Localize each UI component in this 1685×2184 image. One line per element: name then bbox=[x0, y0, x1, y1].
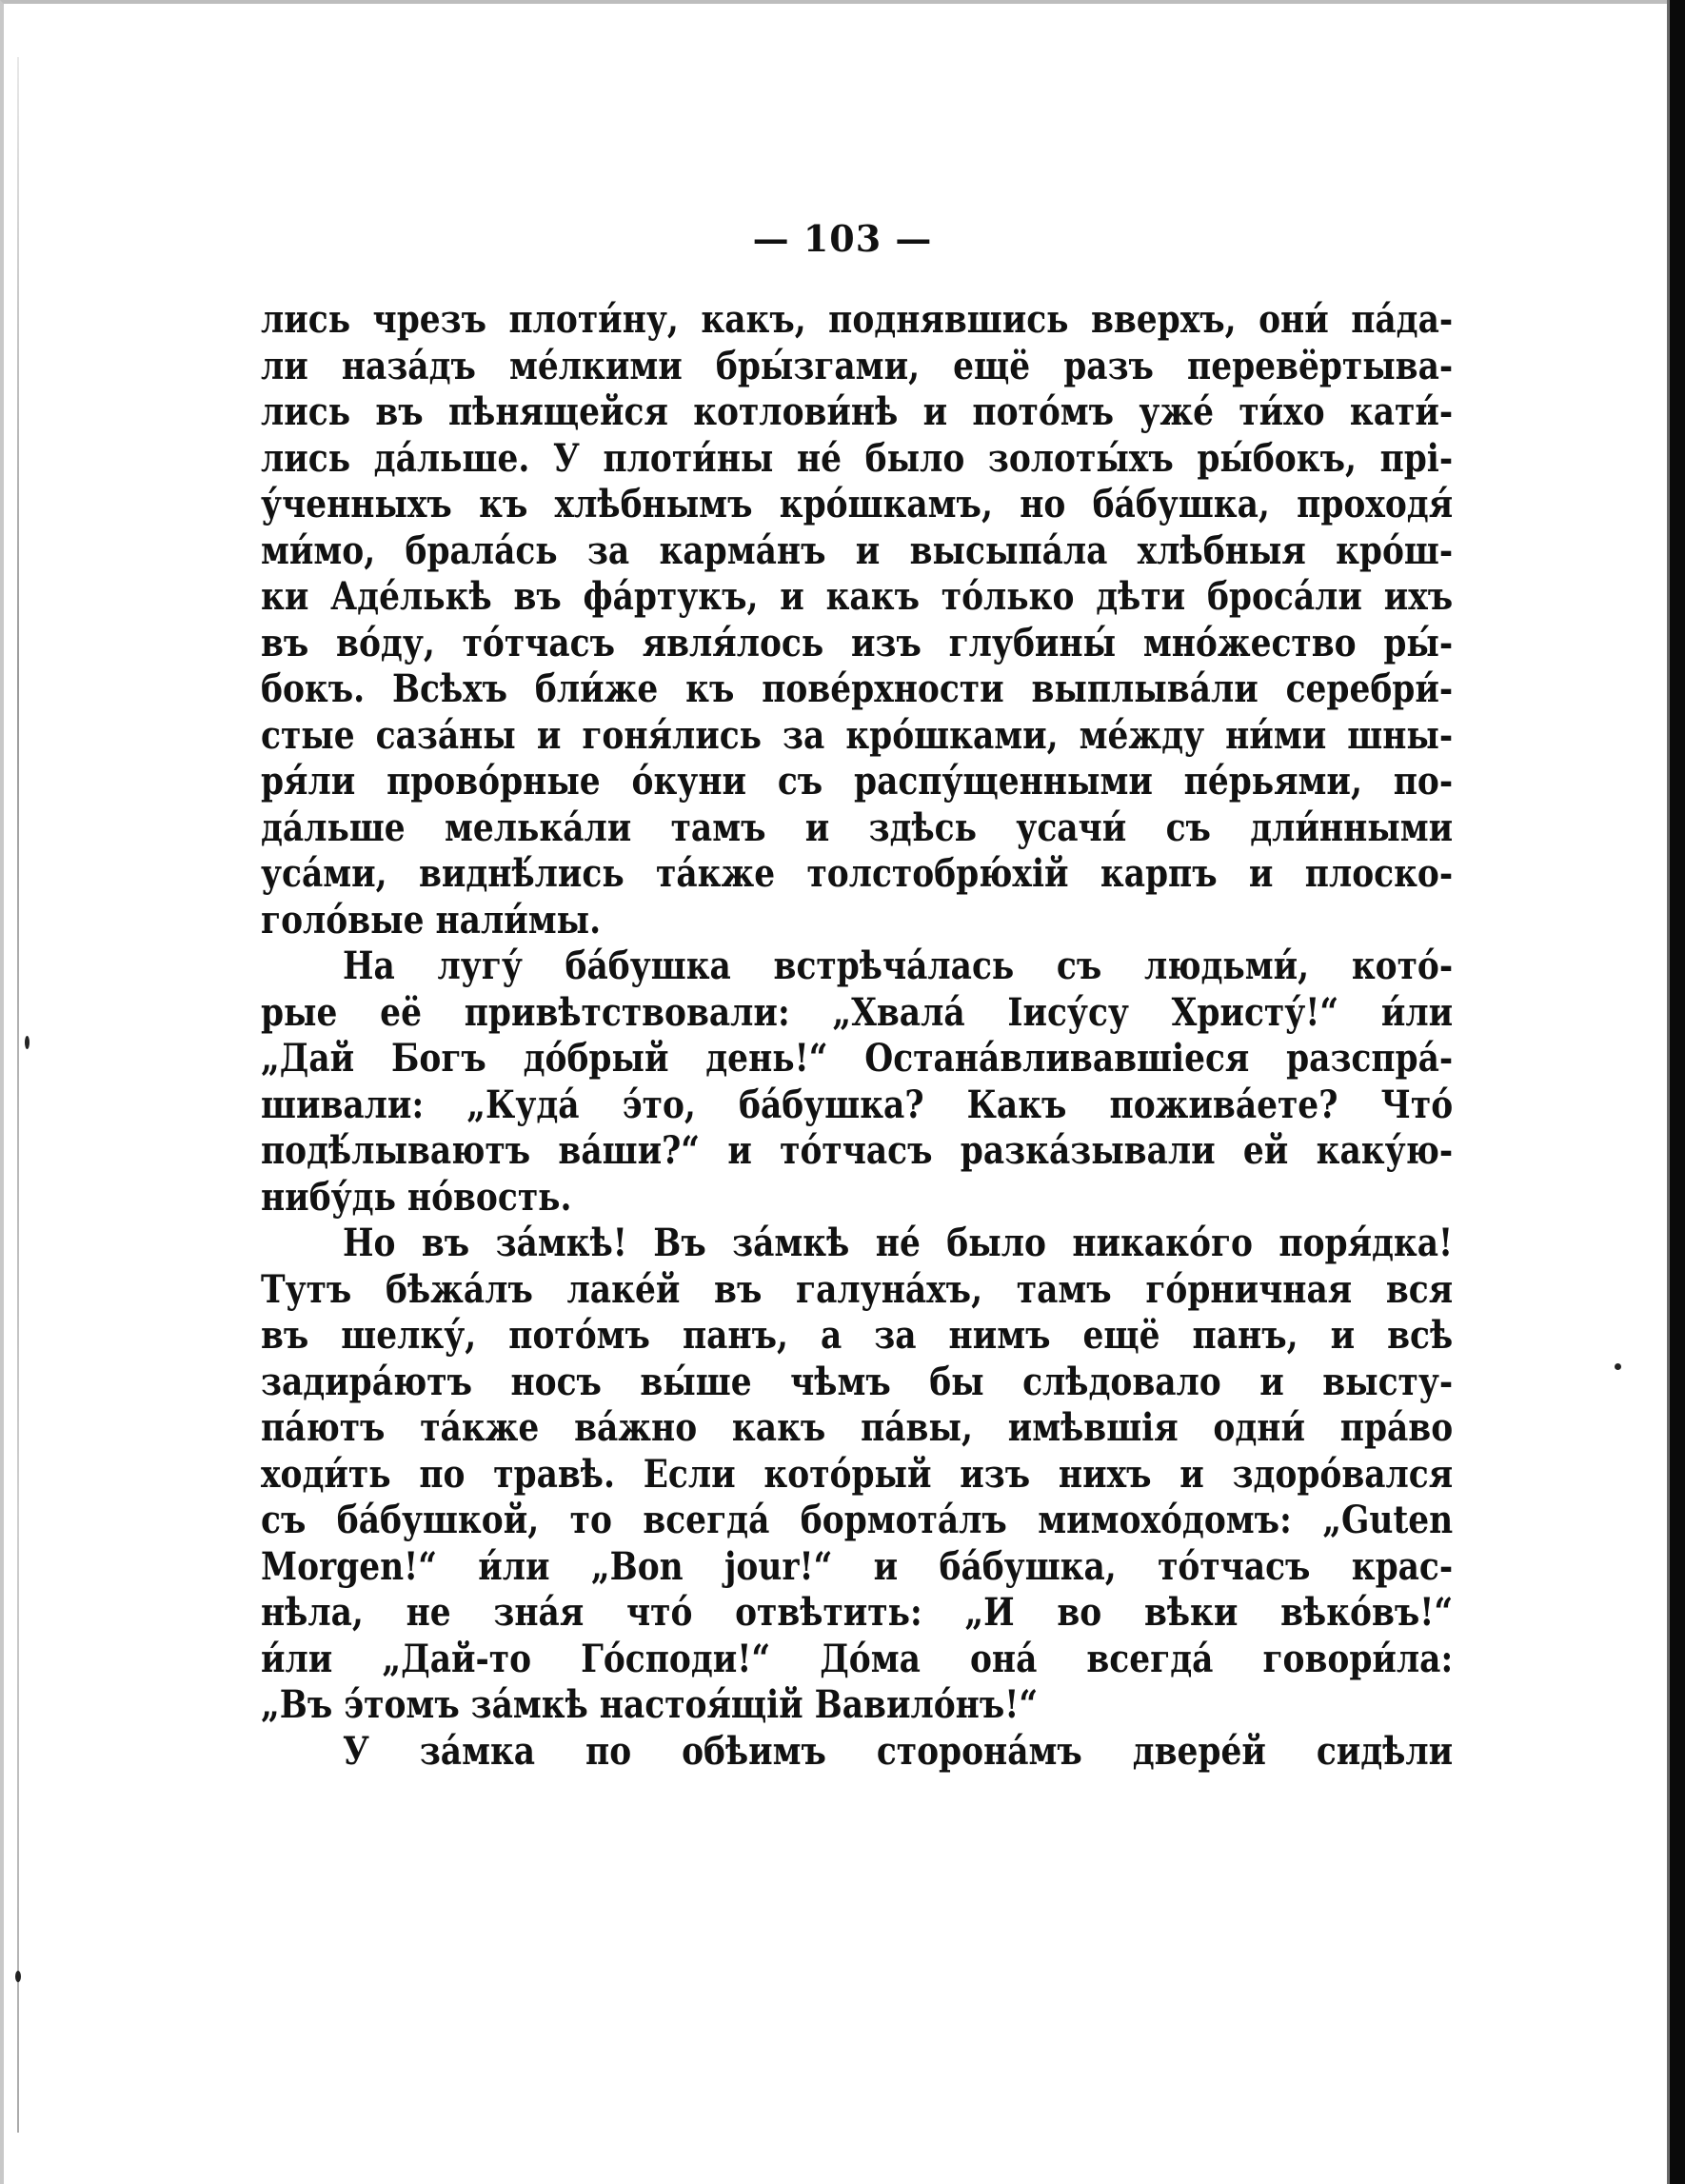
page-number: — 103 — bbox=[752, 217, 933, 260]
text-line: У за́мка по обѣимъ сторона́мъ двере́й сидѣли bbox=[343, 1728, 1454, 1774]
text-line: шивали: „Куда́ э́то, ба́бушка? Какъ пожива́ете? Что́ bbox=[261, 1082, 1454, 1127]
text-line: лись да́льше. У плоти́ны не́ было золоты́хъ ры́бокъ, пpі- bbox=[261, 435, 1454, 481]
text-line: Тутъ бѣжа́лъ лаке́й въ галуна́хъ, тамъ го́рничная вся bbox=[261, 1266, 1454, 1312]
text-line: стые саза́ны и гоня́лись за кро́шками, ме́жду ни́ми шны- bbox=[261, 712, 1454, 758]
text-line: нибу́дь но́вость. bbox=[261, 1174, 572, 1220]
text-line: „Дай Богъ до́брый день!“ Остана́вливавшіеся разспра́- bbox=[261, 1036, 1454, 1081]
left-page-edge bbox=[17, 57, 19, 2133]
text-line: голо́вые нали́мы. bbox=[261, 897, 602, 943]
text-line: подѣ́лываютъ ва́ши?“ и то́тчасъ разка́зывали ей каку́ю- bbox=[261, 1128, 1454, 1173]
text-line: На лугу́ ба́бушка встрѣча́лась съ людьми́, кото́- bbox=[343, 943, 1454, 988]
text-line: ли наза́дъ ме́лкими бры́згами, ещё разъ перевёртыва- bbox=[261, 343, 1454, 388]
text-line: да́льше мелька́ли тамъ и здѣсь усачи́ съ дли́нными bbox=[261, 804, 1454, 850]
text-line: па́ютъ та́кже ва́жно какъ па́вы, имѣвшія одни́ пра́во bbox=[261, 1405, 1454, 1450]
text-line: „Въ э́томъ за́мкѣ настоя́щій Вавило́нъ!“ bbox=[261, 1682, 1039, 1727]
text-line: ря́ли прово́рные о́куни съ распу́щенными пе́рьями, по- bbox=[261, 759, 1454, 804]
text-line: и́ли „Дай-то Го́споди!“ До́ма она́ всегда́ говори́ла: bbox=[261, 1636, 1454, 1681]
text-line: задира́ютъ носъ вы́ше чѣмъ бы слѣдовало и высту- bbox=[261, 1359, 1454, 1404]
text-line: съ ба́бушкой, то всегда́ бормота́лъ мимохо́домъ: „Guten bbox=[261, 1498, 1454, 1542]
text-line: лись въ пѣнящейся котлови́нѣ и пото́мъ уже́ ти́хо кати́- bbox=[261, 389, 1454, 434]
text-line: въ во́ду, то́тчасъ явля́лось изъ глубины́ мно́жество ры́- bbox=[261, 620, 1454, 665]
text-line: ки Аде́лькѣ въ фа́ртукъ, и какъ то́лько дѣти броса́ли ихъ bbox=[261, 574, 1454, 619]
scan-speck bbox=[25, 1036, 30, 1049]
text-line: Но въ за́мкѣ! Въ за́мкѣ не́ было никако́го поря́дка! bbox=[343, 1221, 1454, 1265]
right-scan-border bbox=[1670, 0, 1685, 2184]
text-line: Morgen!“ и́ли „Bon jour!“ и ба́бушка, то́тчасъ крас- bbox=[261, 1543, 1454, 1589]
text-line: рые её привѣтствовали: „Хвала́ Іису́су Христу́!“ и́ли bbox=[261, 989, 1454, 1035]
text-line: ходи́ть по травѣ. Если кото́рый изъ нихъ и здоро́вался bbox=[261, 1451, 1454, 1497]
text-line: ми́мо, брала́сь за карма́нъ и высыпа́ла хлѣбныя кро́ш- bbox=[261, 527, 1454, 573]
text-line: въ шелку́, пото́мъ панъ, а за нимъ ещё панъ, и всѣ bbox=[261, 1313, 1454, 1358]
text-line: у́ченныхъ къ хлѣбнымъ кро́шкамъ, но ба́бушка, проходя́ bbox=[261, 482, 1454, 526]
text-line: лись чрезъ плоти́ну, какъ, поднявшись вверхъ, они́ па́да- bbox=[261, 297, 1454, 342]
text-line: уса́ми, виднѣ́лись та́кже толстобрю́хій карпъ и плоско- bbox=[261, 851, 1454, 896]
text-line: бокъ. Всѣхъ бли́же къ пове́рхности выплыва́ли серебри́- bbox=[261, 666, 1454, 711]
body-text bbox=[261, 297, 1453, 1775]
scan-speck bbox=[15, 1971, 21, 1982]
text-line: нѣла, не зна́я что́ отвѣтить: „И во вѣки вѣко́въ!“ bbox=[261, 1590, 1454, 1635]
scan-speck bbox=[1615, 1363, 1621, 1370]
